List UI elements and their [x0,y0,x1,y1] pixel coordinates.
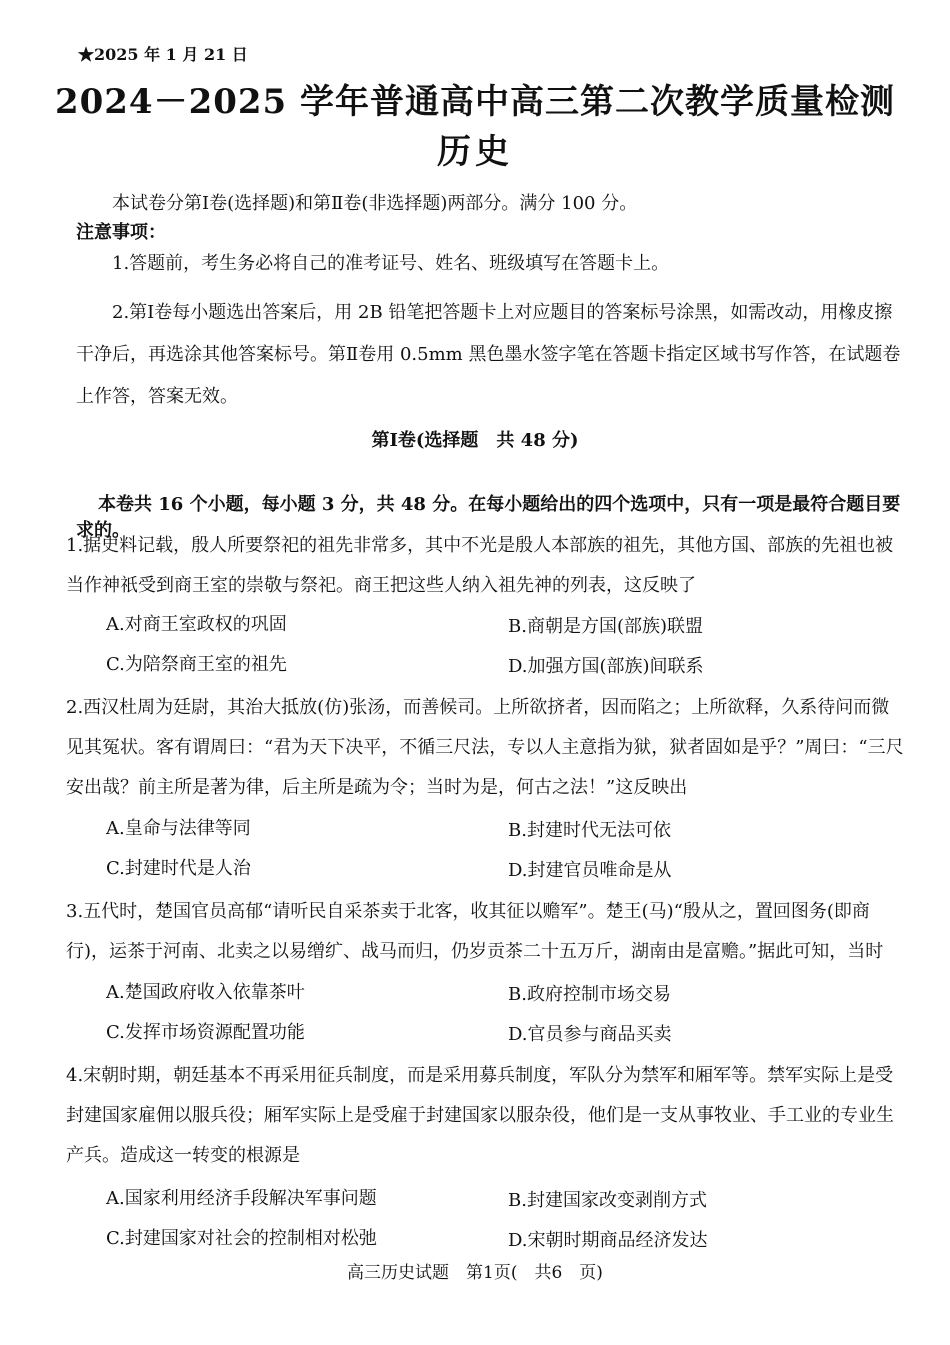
page-footer: 高三历史试题 第1页( 共6 页) [347,1263,603,1283]
notice-item-2: 2.第Ⅰ卷每小题选出答案后，用 2B 铅笔把答题卡上对应题目的答案标号涂黑，如需改动，用橡皮擦干净后，再选涂其他答案标号。第Ⅱ卷用 0.5mm 黑色墨水签字笔在答题卡指定区域书写作答，在试题卷上作答，答案无效。 [76,302,901,407]
exam-date: ★2025 年 1 月 21 日 [78,45,248,64]
option-c: C.封建国家对社会的控制相对松弛 [106,1228,377,1249]
notice-item-1: 1.答题前，考生务必将自己的准考证号、姓名、班级填写在答题卡上。 [112,253,670,274]
question-stem: 2.西汉杜周为廷尉，其治大抵放(仿)张汤，而善候司。上所欲挤者，因而陷之；上所欲释，久系待问而微见其冤状。客有谓周曰：“君为天下决平，不循三尺法，专以人主意指为狱，狱者固如是乎？”周曰：“三尺安出哉？前主所是著为律，后主所是疏为令；当时为是，何古之法！”这反映出 [66,697,904,798]
option-b: B.政府控制市场交易 [508,984,671,1005]
option-a: A.对商王室政权的巩固 [106,614,287,635]
section-title: 第Ⅰ卷(选择题 共 48 分) [371,430,579,451]
option-c: C.为陪祭商王室的祖先 [106,654,287,675]
exam-intro: 本试卷分第Ⅰ卷(选择题)和第Ⅱ卷(非选择题)两部分。满分 100 分。 [112,193,638,214]
section-instruction: 本卷共 16 个小题，每小题 3 分，共 48 分。在每小题给出的四个选项中，只有一项是最符合题目要求的。 [76,494,901,541]
notice-heading: 注意事项： [76,222,166,243]
option-d: D.封建官员唯命是从 [508,860,672,881]
question-stem: 4.宋朝时期，朝廷基本不再采用征兵制度，而是采用募兵制度，军队分为禁军和厢军等。禁军实际上是受封建国家雇佣以服兵役；厢军实际上是受雇于封建国家以服杂役，他们是一支从事牧业、手工业的专业生产兵。造成这一转变的根源是 [66,1065,894,1166]
option-b: B.封建国家改变剥削方式 [508,1190,707,1211]
exam-subject: 历史 [437,132,513,172]
option-a: A.国家利用经济手段解决军事问题 [106,1188,377,1209]
option-a: A.楚国政府收入依靠茶叶 [106,982,305,1003]
option-d: D.加强方国(部族)间联系 [508,656,704,677]
option-d: D.宋朝时期商品经济发达 [508,1230,708,1251]
option-b: B.商朝是方国(部族)联盟 [508,616,703,637]
option-d: D.官员参与商品买卖 [508,1024,672,1045]
question-stem: 3.五代时，楚国官员高郁“请听民自采茶卖于北客，收其征以赡军”。楚王(马)“殷从之，置回图务(即商行)，运茶于河南、北卖之以易缯纩、战马而归，仍岁贡茶二十五万斤，湖南由是富赡。”据此可知，当时 [66,901,884,962]
question-stem: 1.据史料记载，殷人所要祭祀的祖先非常多，其中不光是殷人本部族的祖先，其他方国、部族的先祖也被当作神祇受到商王室的崇敬与祭祀。商王把这些人纳入祖先神的列表，这反映了 [66,535,894,596]
option-c: C.封建时代是人治 [106,858,251,879]
option-a: A.皇命与法律等同 [106,818,251,839]
option-c: C.发挥市场资源配置功能 [106,1022,305,1043]
exam-title: 2024－2025 学年普通高中高三第二次教学质量检测 [54,82,896,122]
option-b: B.封建时代无法可依 [508,820,671,841]
